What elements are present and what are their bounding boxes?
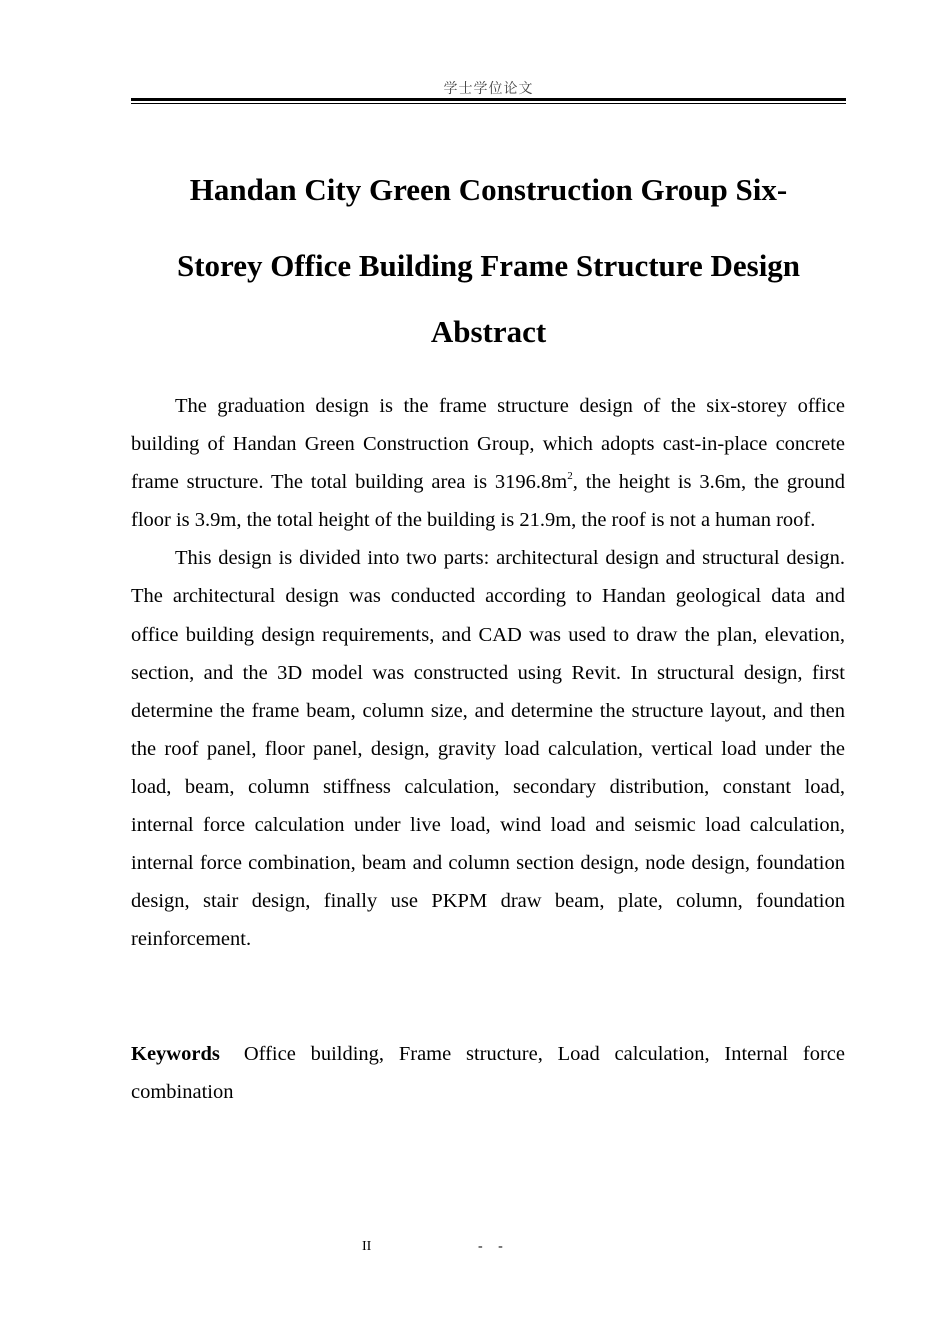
abstract-heading: Abstract: [430, 314, 547, 349]
paragraph-1-text-continued: , the height is 3.6m, the ground floor is 3.9m, the total height of the building is 21.9m, the roof is not a human roof.: [131, 471, 845, 532]
header-rule-thin: [131, 103, 846, 104]
abstract-body: [131, 387, 845, 958]
title-line-1: Handan City Green Construction Group Six-: [189, 172, 788, 207]
paragraph-1-text: The graduation design is the frame structure design of the six-storey office building of Handan Green Construction Group, which adopts cast-in-place concrete frame structure. The total building area is 3196.8m: [131, 395, 845, 494]
keywords-text: Office building, Frame structure, Load calculation, Internal force combination: [131, 1043, 845, 1104]
keywords-block: [131, 1035, 845, 1111]
abstract-paragraph-1: [131, 387, 845, 539]
header-rule-thick: [131, 98, 846, 101]
document-title: [131, 152, 846, 304]
title-line-2: Storey Office Building Frame Structure Design: [176, 248, 801, 283]
abstract-paragraph-2: This design is divided into two parts: architectural design and structural design. The architectural design was conducted according to Handan geological data and office building design requirements, and CAD was used to draw the plan, elevation, section, and the 3D model was constructed using Revit. In structural design, first determine the frame beam, column size, and determine the structure layout, and then the roof panel, floor panel, design, gravity load calculation, vertical load under the load, beam, column stiffness calculation, secondary distribution, constant load, internal force calculation under live load, wind load and seismic load calculation, internal force combination, beam and column section design, node design, foundation design, stair design, finally use PKPM draw beam, plate, column, foundation reinforcement.: [131, 547, 845, 951]
keywords-label: Keywords: [131, 1043, 220, 1065]
footer-dash: - -: [478, 1239, 509, 1254]
area-superscript: 2: [567, 470, 573, 483]
running-header: 学士学位论文: [443, 81, 534, 97]
page-number: II: [362, 1239, 372, 1254]
